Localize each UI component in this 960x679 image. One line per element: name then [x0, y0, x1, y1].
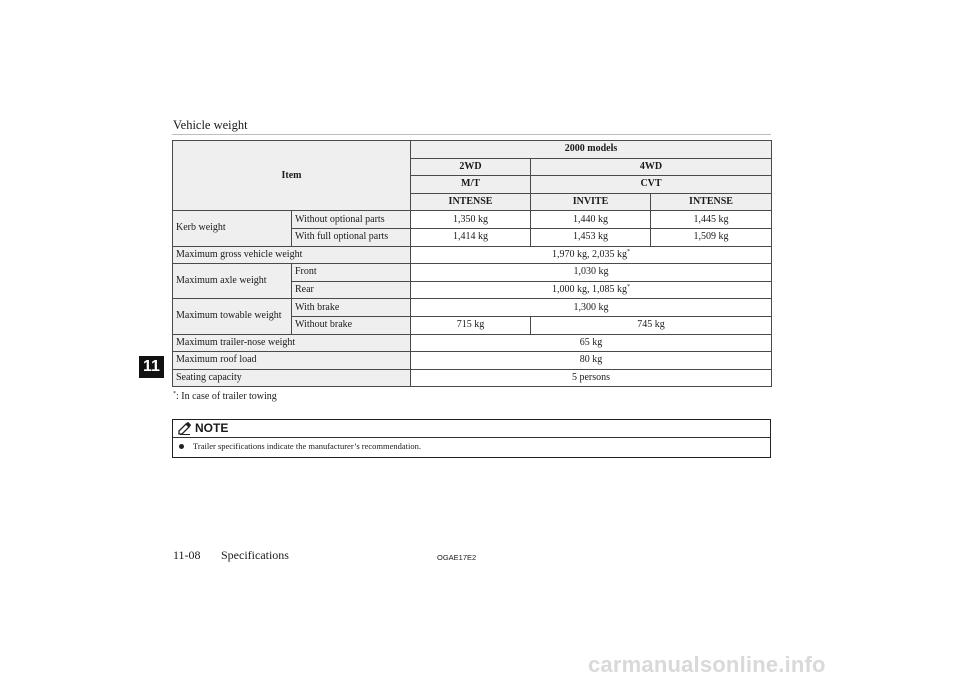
pencil-note-icon — [178, 422, 192, 435]
footnote-mark: * — [627, 248, 630, 255]
kerb-without-label: Without optional parts — [292, 211, 411, 229]
kerb-with-label: With full optional parts — [292, 228, 411, 246]
note-text: Trailer specifications indicate the manufacturer’s recommendation. — [193, 441, 422, 451]
roof-load-value: 80 kg — [411, 352, 772, 370]
axle-weight-label: Maximum axle weight — [173, 264, 292, 299]
note-body — [173, 438, 770, 453]
kerb-weight-label: Kerb weight — [173, 211, 292, 246]
transmission-mt-header: M/T — [411, 176, 531, 194]
table-header-row — [173, 141, 772, 159]
grade-header: INVITE — [531, 193, 651, 211]
roof-load-label: Maximum roof load — [173, 352, 411, 370]
axle-front-value: 1,030 kg — [411, 264, 772, 282]
axle-rear-label: Rear — [292, 281, 411, 299]
note-label: NOTE — [195, 421, 229, 435]
note-header — [173, 420, 770, 438]
gross-weight-text: 1,970 kg, 2,035 kg — [552, 248, 627, 260]
table-cell: 1,453 kg — [531, 228, 651, 246]
table-row — [173, 211, 772, 229]
table-cell: 715 kg — [411, 316, 531, 334]
table-row — [173, 369, 772, 387]
bullet-icon — [179, 444, 184, 449]
drive-4wd-header: 4WD — [531, 158, 772, 176]
footnote-text: : In case of trailer towing — [176, 391, 277, 402]
note-box — [172, 419, 771, 458]
table-row — [173, 246, 772, 264]
trailer-nose-value: 65 kg — [411, 334, 772, 352]
table-row — [173, 299, 772, 317]
table-cell: 1,509 kg — [651, 228, 772, 246]
axle-rear-value — [411, 281, 772, 299]
chapter-tab: 11 — [139, 356, 164, 378]
item-header: Item — [173, 141, 411, 211]
section-title: Vehicle weight — [173, 118, 248, 132]
table-cell: 745 kg — [531, 316, 772, 334]
table-cell: 1,440 kg — [531, 211, 651, 229]
footnote-mark: * — [627, 284, 630, 291]
footnote-mark: * — [173, 391, 176, 397]
grade-header: INTENSE — [411, 193, 531, 211]
table-row — [173, 264, 772, 282]
table-row — [173, 334, 772, 352]
gross-weight-label: Maximum gross vehicle weight — [173, 246, 411, 264]
drive-2wd-header: 2WD — [411, 158, 531, 176]
watermark-logo: carmanualsonline.info — [588, 652, 826, 677]
transmission-cvt-header: CVT — [531, 176, 772, 194]
towable-with-label: With brake — [292, 299, 411, 317]
grade-header: INTENSE — [651, 193, 772, 211]
document-code: OGAE17E2 — [437, 553, 477, 562]
table-cell: 1,414 kg — [411, 228, 531, 246]
page-number: 11-08 — [173, 548, 201, 562]
title-divider — [172, 134, 771, 135]
towable-weight-label: Maximum towable weight — [173, 299, 292, 334]
seating-capacity-label: Seating capacity — [173, 369, 411, 387]
table-cell: 1,445 kg — [651, 211, 772, 229]
table-row — [173, 352, 772, 370]
trailer-nose-label: Maximum trailer-nose weight — [173, 334, 411, 352]
towable-with-value: 1,300 kg — [411, 299, 772, 317]
table-cell: 1,350 kg — [411, 211, 531, 229]
footnote — [173, 391, 277, 402]
seating-capacity-value: 5 persons — [411, 369, 772, 387]
axle-rear-text: 1,000 kg, 1,085 kg — [552, 284, 627, 296]
towable-without-label: Without brake — [292, 316, 411, 334]
axle-front-label: Front — [292, 264, 411, 282]
page-section-name: Specifications — [221, 548, 289, 562]
vehicle-weight-table — [172, 140, 772, 387]
models-header: 2000 models — [411, 141, 772, 159]
gross-weight-value — [411, 246, 772, 264]
